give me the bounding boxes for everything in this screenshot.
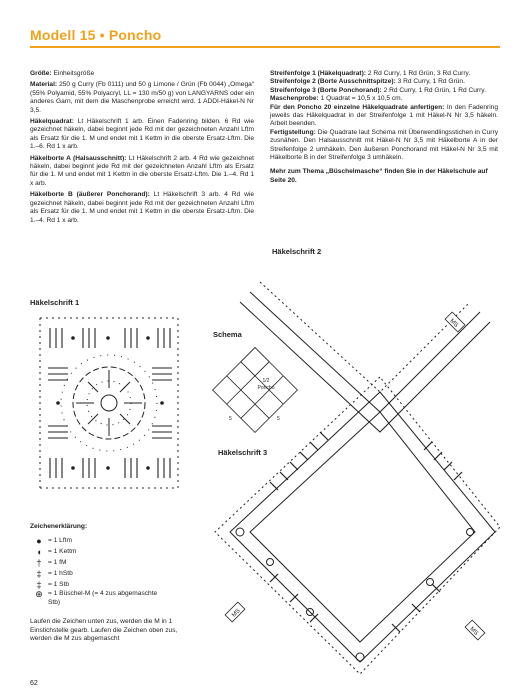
center-cluster-stitches [76,370,142,436]
border-a-label: Häkelborte A (Halsausschnitt): [30,154,127,162]
stripe2-label: Streifenfolge 2 (Borte Ausschnittspitze): [270,78,396,86]
stripe3-text: 2 Rd Curry, 1 Rd Grün, 1 Rd Curry. [383,86,486,94]
border-a-text: Lt Häkelschrift 2 arb. 4 Rd wie gezeichnet häkeln, dabei beginnt jede Rd mit der gezeichneten Anzahl Lftm als Ersatz für die 1. M und endet mit 1 Kettm in die oberste Ersatz-Lftm. Die 1.–4. Rd 1 x arb. [30,154,254,187]
schema-dim-a: 5 [229,416,232,422]
more-info: Mehr zum Thema „Büschelmasche“ finden Sie in der Häkelschule auf Seite 20. [270,168,488,184]
schema-half-label: 1/2 [262,378,270,384]
stripe2-paragraph [270,78,498,86]
stripe2-text: 3 Rd Curry, 1 Rd Grün. [397,78,465,86]
page-title: Modell 15 • Poncho [30,27,162,43]
material-text: 250 g Curry (Fb 0111) und 50 g Limone / Grün (Fb 0044) „Omega“ (55% Polyamid, 55% Polyacryl, LL = 130 m/50 g) von LANGYARNS oder ein anderes Garn, mit dem die Maschenprobe erreicht wird. 1 ADDI-Häkel-N Nr 3,5. [30,81,254,114]
legend-item [30,579,180,590]
stripe1-label: Streifenfolge 1 (Häkelquadrat): [270,70,366,77]
border-a-paragraph [30,155,254,189]
chart3-label: Häkelschrift 3 [218,448,268,457]
center-rings [61,355,157,451]
page-header [30,27,500,43]
half-double-crochet-icon: ‡ [36,568,42,579]
header-rule [30,46,500,48]
legend-item [30,535,180,546]
legend-text: = 1 Kettm [48,547,77,555]
gauge-label: Maschenprobe: [270,95,319,103]
slip-stitch-icon: ◖ [36,546,42,557]
gauge-paragraph [270,95,498,103]
square-label: Häkelquadrat: [30,118,74,126]
stripe3-label: Streifenfolge 3 (Borte Ponchorand): [270,86,382,94]
schema-label: Schema [213,330,242,339]
size-paragraph [30,70,254,78]
poncho-label: Für den Poncho 20 einzelne Häkelquadrate anfertigen: [270,103,445,111]
legend-item [30,590,180,608]
finishing-label: Fertigstellung: [270,128,316,136]
size-text: Einheitsgröße [53,70,95,77]
legend-item [30,568,180,579]
legend-text: = 1 hStb [48,569,73,577]
stitch-columns [48,328,172,478]
legend [30,523,180,644]
border-b-label: Häkelborte B (äußerer Ponchorand): [30,191,150,199]
legend-item [30,557,180,568]
schema-diagram [205,340,305,440]
schema-dim-b: 5 [277,416,280,422]
diagonal-stitch-rows [270,432,462,632]
stripe1-text: 2 Rd Curry, 1 Rd Grün, 3 Rd Curry. [367,70,471,77]
legend-text: = 1 Büschel-M (= 4 zus abgemaschte Stb) [48,590,158,606]
finishing-paragraph [270,129,498,163]
bobble-stitch-icon: ⊕ [35,589,43,600]
legend-text: = 1 Lftm [48,536,73,544]
size-label: Größe: [30,70,52,77]
material-paragraph [30,81,254,115]
ms-tag-3: MS [468,626,479,637]
finishing-text: Die Quadrate laut Schema mit Überwendlingsstichen in Curry zusnähen. Den Halsausschnitt mit Häkel-N Nr 3,5 mit Häkelborte A in der Streifenfolge 2 umhäkeln. Den äußeren Ponchorand mit Häkel-N Nr 3,5 mit Häkelborte B in der Streifenfolge 3 umhäkeln. [270,128,498,162]
legend-title: Zeichenerklärung: [30,523,88,530]
ms-tag-1: MS [448,318,459,329]
single-crochet-icon: † [36,557,42,568]
instructions-left [30,70,254,228]
poncho-text: In den Fadenring jeweils das Häkelquadrat in der Streifenfolge 1 mit Häkel-N Nr 3,5 häkeln. Arbeit beenden. [270,103,498,128]
instructions-right [270,70,498,188]
ms-tag-2: MS [231,608,242,619]
border-b-text: Lt Häkelschrift 3 arb. 4 Rd wie gezeichnet häkeln, dabei beginnt jede Rd mit der gezeichneten Anzahl Lftm als Ersatz für die 1. M und endet mit 1 Kettm in die oberste Ersatz-Lftm. Die 1.–4. Rd 1 x arb. [30,191,254,224]
square-text: Lt Häkelschrift 1 arb. Einen Fadenring bilden. 6 Rd wie gezeichnet häkeln, dabei beginnt jede Rd mit der gezeichneten Anzahl Lftm als Ersatz für die 1. M und endet mit 1 Kettm in die oberste Ersatz-Lftm. Die 1.–6. Rd 1 x arb. [30,118,254,151]
border-b-paragraph [30,191,254,225]
chart2-chart3-diagram [210,262,500,682]
chart2-label: Häkelschrift 2 [272,247,322,256]
material-label: Material: [30,81,58,89]
legend-text: = 1 Stb [48,580,70,588]
bobble-stitches [236,528,474,661]
chart1-label: Häkelschrift 1 [30,298,80,307]
stripe1-paragraph [270,70,498,78]
gauge-text: 1 Quadrat = 10,5 x 10,5 cm. [320,95,403,103]
legend-note: Laufen die Zeichen unten zus, werden die M in 1 Einstichstelle gearb. Laufen die Zeichen oben zus, werden die M zus abgemascht [30,618,178,643]
square-paragraph [30,118,254,152]
stripe3-paragraph [270,87,498,95]
double-crochet-icon: ‡ [36,579,42,590]
schema-poncho-label: Poncho [257,385,275,391]
chain-stitch-icon: ● [36,535,42,546]
legend-item [30,546,180,557]
page-number: 62 [30,680,38,687]
poncho-paragraph [270,104,498,129]
legend-text: = 1 fM [48,558,67,566]
chart1-diagram [28,308,198,508]
